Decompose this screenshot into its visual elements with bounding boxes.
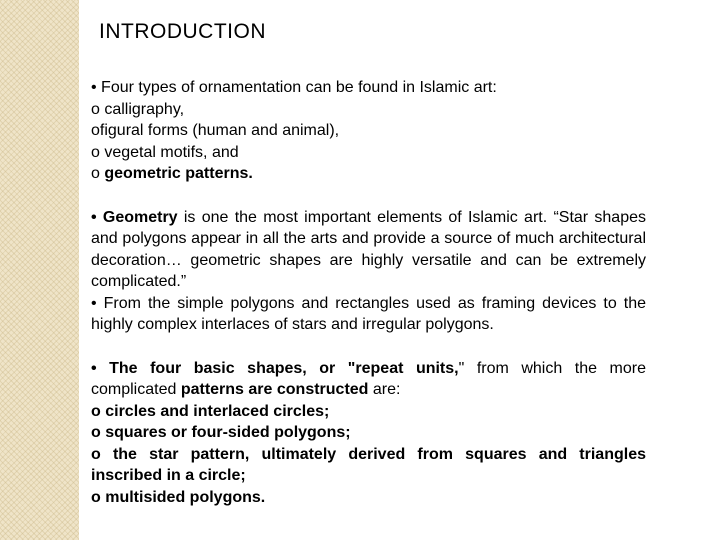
slide-content [91, 77, 646, 508]
slide-title: INTRODUCTION [99, 20, 266, 43]
basic-shapes-paragraph [91, 358, 646, 401]
ornamentation-item-geometric [91, 163, 646, 185]
ornamentation-intro: • Four types of ornamentation can be found in Islamic art: [91, 79, 497, 96]
basic-shapes-mid: " from which the more complicated [91, 359, 646, 398]
ornamentation-item-geometric-text: geometric patterns. [104, 165, 253, 182]
basic-shapes-end: are: [368, 381, 401, 398]
geometry-text: is one the most important elements of Islamic art. “Star shapes and polygons appear in all the arts and provide a source of much architectural decoration… geometric shapes are highly versatile and can be extremely complicated.” [91, 208, 647, 290]
shape-item-circles: o circles and interlaced circles; [91, 402, 330, 420]
decorative-side-strip [0, 0, 79, 540]
ornamentation-list [91, 77, 646, 185]
ornamentation-item-vegetal: o vegetal motifs, and [91, 143, 239, 161]
geometry-paragraph [91, 207, 646, 293]
basic-shapes-heading: • The four basic shapes, or "repeat units, [91, 359, 459, 377]
geometry-heading: • Geometry [91, 208, 178, 226]
ornamentation-item-figural: ofigural forms (human and animal), [91, 122, 340, 139]
ornamentation-item-calligraphy: o calligraphy, [91, 100, 185, 118]
ornamentation-item-geometric-bullet: o [91, 165, 105, 182]
basic-shapes-bold: patterns are constructed [180, 381, 369, 398]
shape-item-squares: o squares or four-sided polygons; [91, 424, 351, 441]
shape-item-star: o the star pattern, ultimately derived from squares and triangles inscribed in a circle; [91, 445, 646, 484]
shape-item-multisided: o multisided polygons. [91, 488, 266, 506]
polygons-paragraph: • From the simple polygons and rectangles used as framing devices to the highly complex interlaces of stars and irregular polygons. [91, 294, 646, 333]
basic-shapes-list [91, 401, 646, 509]
